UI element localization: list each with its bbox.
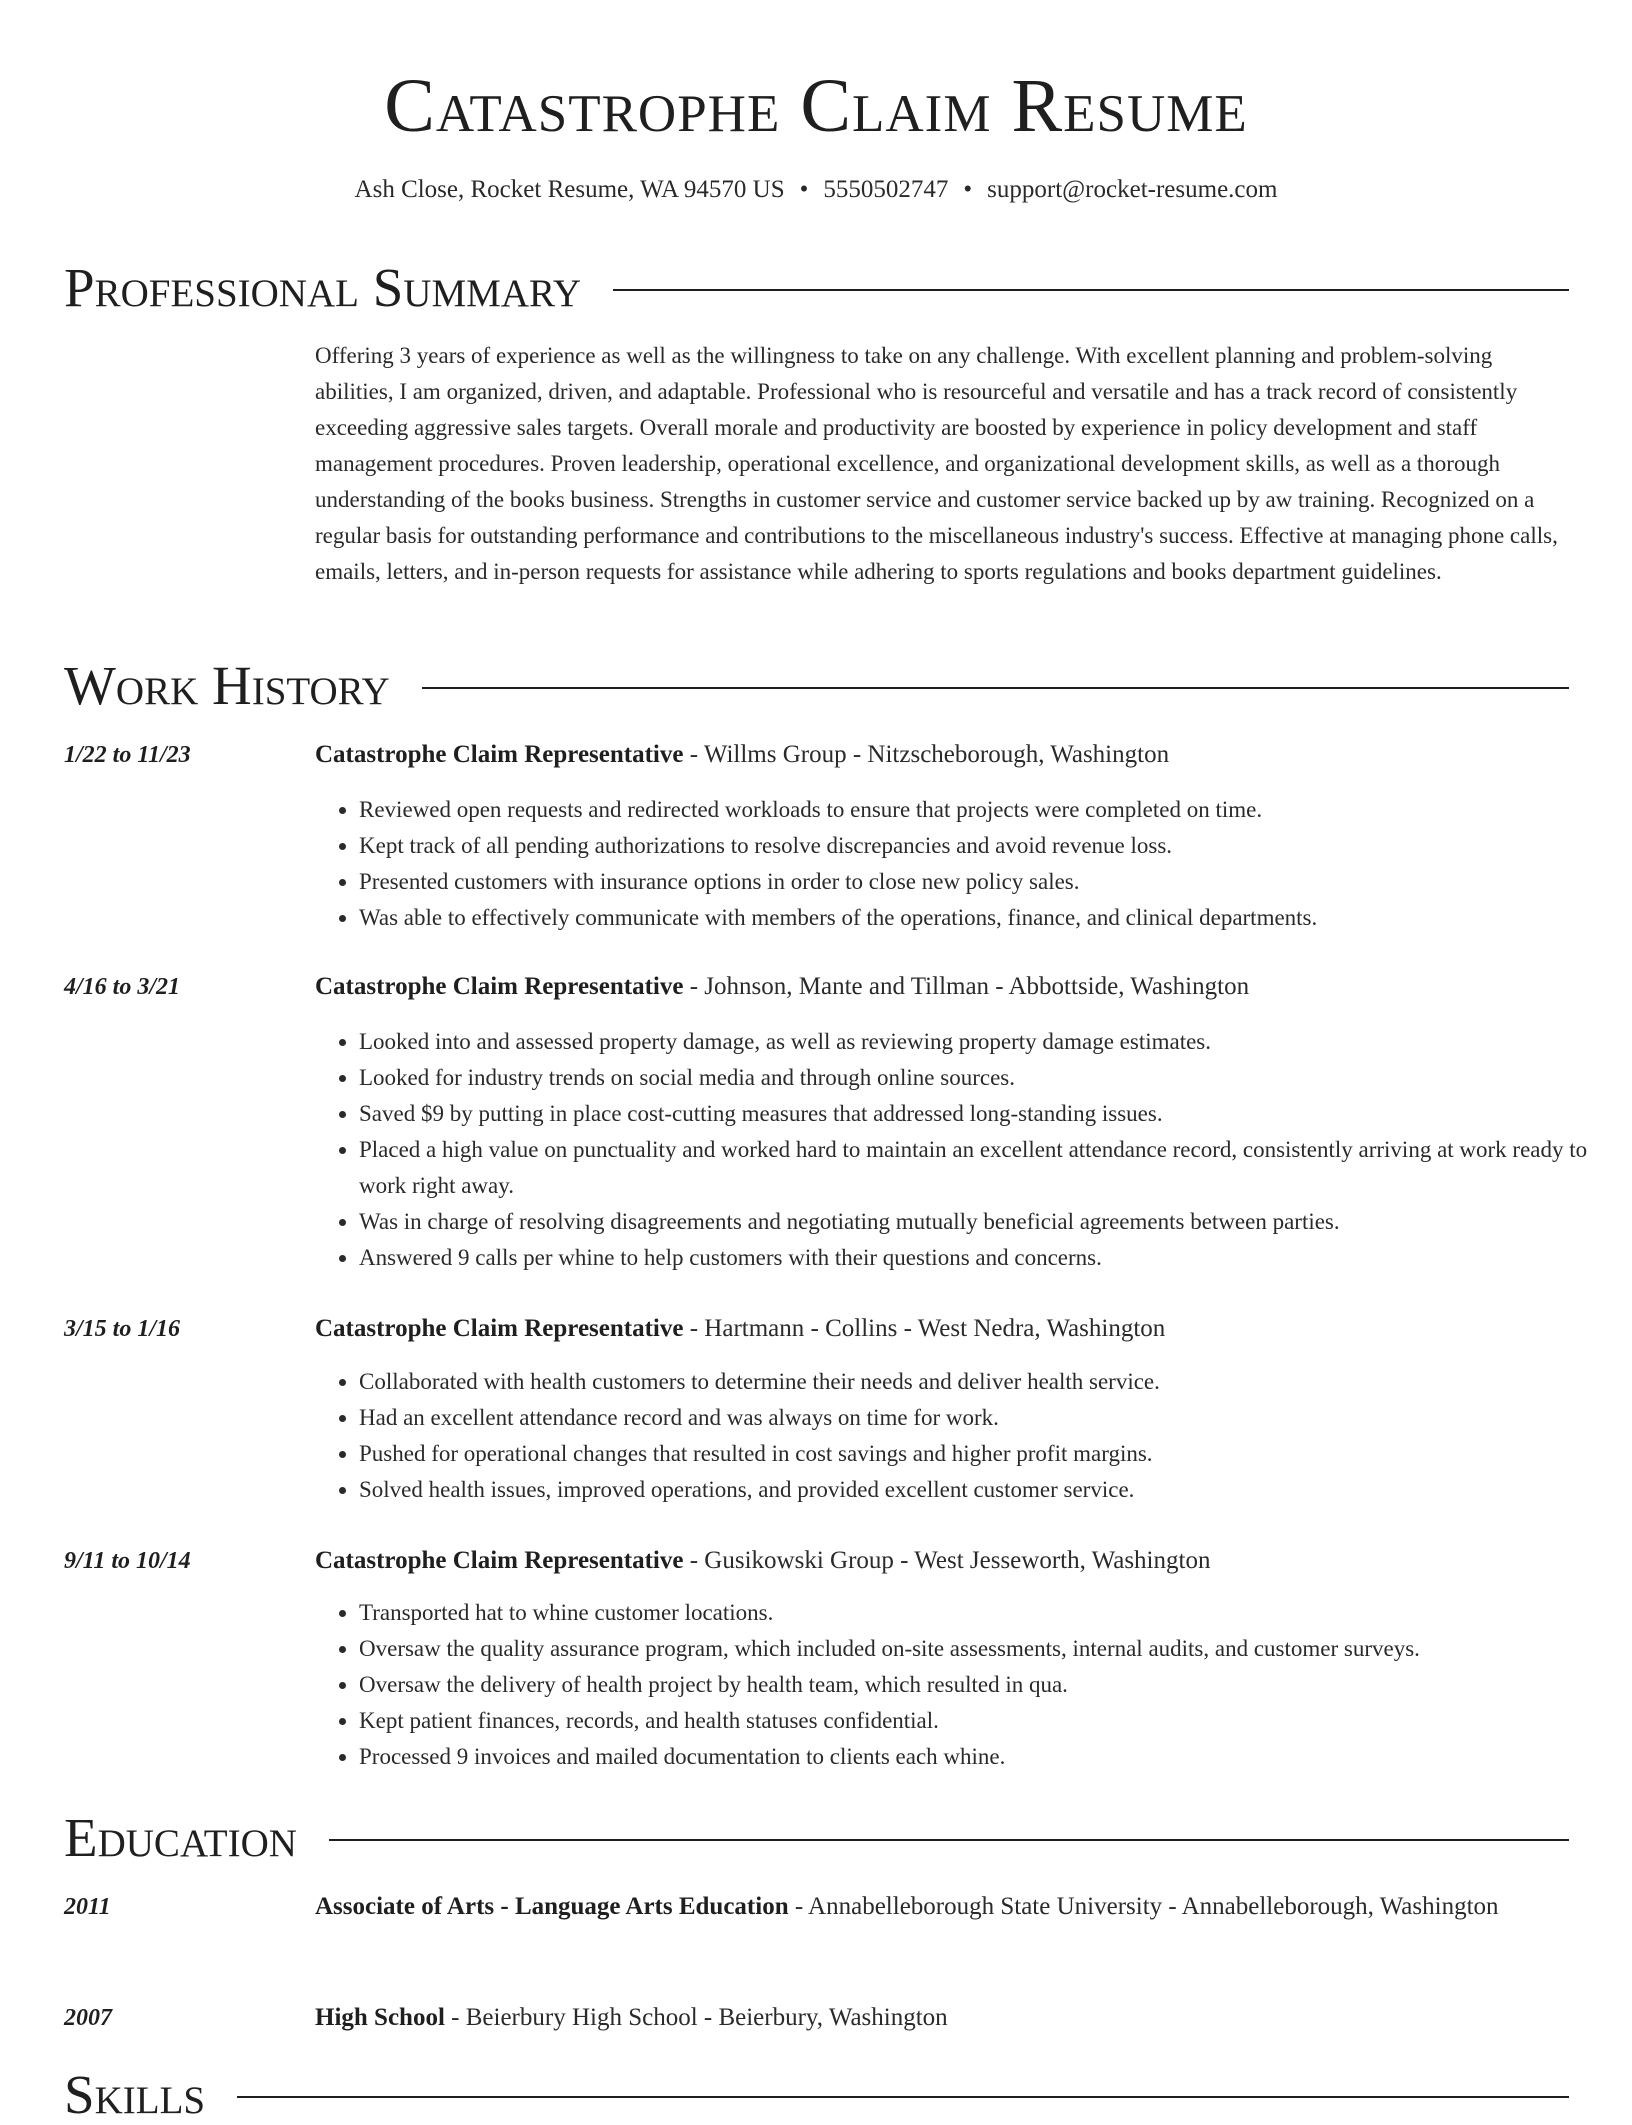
job-role: Catastrophe Claim Representative bbox=[315, 741, 684, 768]
education-year: 2007 bbox=[64, 2005, 112, 2031]
summary-text: Offering 3 years of experience as well as the willingness to take on any challenge. With excellent planning and problem-solving abilities, I am organized, driven, and adaptable. Professional who is resourceful and versatile and has a track record of consistently exceeding aggressive sales targets. Overall morale and productivity are boosted by experience in policy development and staff management procedures. Proven leadership, operational excellence, and organizational development skills, as well as a thorough understanding of the books business. Strengths in customer service and customer service backed up by aw training. Recognized on a regular basis for outstanding performance and contributions to the miscellaneous industry's success. Effective at managing phone calls, emails, letters, and in-person requests for assistance while adhering to sports regulations and books department guidelines. bbox=[315, 343, 1558, 584]
job-bullets bbox=[315, 1595, 1614, 1775]
job-bullet: • Collaborated with health customers to determine their needs and deliver health service. bbox=[359, 1364, 1614, 1400]
section-header-skills bbox=[64, 2065, 1569, 2125]
job-bullet: • Looked into and assessed property damage, as well as reviewing property damage estimates. bbox=[359, 1024, 1614, 1060]
job-bullets bbox=[315, 1024, 1614, 1276]
job-details: - Willms Group - Nitzscheborough, Washington bbox=[683, 741, 1170, 768]
job-bullet: • Was able to effectively communicate with members of the operations, finance, and clinical departments. bbox=[359, 900, 1614, 936]
job-details: - Johnson, Mante and Tillman - Abbottside, Washington bbox=[683, 973, 1250, 1000]
job-bullets bbox=[315, 792, 1614, 936]
job-bullet: • Presented customers with insurance options in order to close new policy sales. bbox=[359, 864, 1614, 900]
job-bullet: • Saved $9 by putting in place cost-cutting measures that addressed long-standing issues. bbox=[359, 1096, 1614, 1132]
job-bullet: • Solved health issues, improved operations, and provided excellent customer service. bbox=[359, 1472, 1614, 1508]
job-dates: 9/11 to 10/14 bbox=[64, 1548, 191, 1574]
section-header-summary bbox=[64, 258, 1569, 318]
job-bullet: • Reviewed open requests and redirected workloads to ensure that projects were completed on time. bbox=[359, 792, 1614, 828]
section-divider bbox=[422, 687, 1569, 689]
education-degree: High School bbox=[315, 2004, 445, 2031]
job-bullet: • Kept track of all pending authorizations to resolve discrepancies and avoid revenue loss. bbox=[359, 828, 1614, 864]
education-entry bbox=[315, 1888, 1570, 1926]
contact-line bbox=[0, 172, 1632, 208]
job-role: Catastrophe Claim Representative bbox=[315, 973, 684, 1000]
education-year: 2011 bbox=[64, 1894, 111, 1920]
job-bullet: • Had an excellent attendance record and was always on time for work. bbox=[359, 1400, 1614, 1436]
section-header-education bbox=[64, 1808, 1569, 1868]
section-title: Work History bbox=[64, 655, 390, 716]
education-degree: Associate of Arts - Language Arts Education bbox=[315, 1893, 789, 1920]
job-bullet: • Oversaw the delivery of health project by health team, which resulted in qua. bbox=[359, 1667, 1614, 1703]
contact-phone: 5550502747 bbox=[823, 176, 949, 203]
contact-separator: • bbox=[963, 176, 973, 203]
section-divider bbox=[237, 2096, 1569, 2098]
education-details: - Beierbury High School - Beierbury, Washington bbox=[444, 2004, 948, 2031]
job-bullet: • Answered 9 calls per whine to help customers with their questions and concerns. bbox=[359, 1240, 1614, 1276]
section-divider bbox=[329, 1839, 1569, 1841]
contact-separator: • bbox=[799, 176, 809, 203]
job-bullet: • Kept patient finances, records, and health statuses confidential. bbox=[359, 1703, 1614, 1739]
job-bullet: • Processed 9 invoices and mailed documentation to clients each whine. bbox=[359, 1739, 1614, 1775]
contact-email[interactable]: support@rocket-resume.com bbox=[987, 176, 1278, 203]
job-heading bbox=[315, 736, 1570, 774]
job-details: - Gusikowski Group - West Jesseworth, Washington bbox=[683, 1547, 1211, 1574]
job-role: Catastrophe Claim Representative bbox=[315, 1315, 684, 1342]
job-bullet: • Looked for industry trends on social media and through online sources. bbox=[359, 1060, 1614, 1096]
section-title: Education bbox=[64, 1807, 297, 1868]
job-heading bbox=[315, 968, 1570, 1006]
job-bullet: • Oversaw the quality assurance program, which included on-site assessments, internal audits, and customer surveys. bbox=[359, 1631, 1614, 1667]
section-header-work-history bbox=[64, 656, 1569, 716]
section-title: Skills bbox=[64, 2064, 206, 2125]
job-bullet: • Transported hat to whine customer locations. bbox=[359, 1595, 1614, 1631]
job-dates: 3/15 to 1/16 bbox=[64, 1316, 181, 1342]
job-heading bbox=[315, 1310, 1570, 1348]
section-divider bbox=[613, 289, 1569, 291]
job-dates: 1/22 to 11/23 bbox=[64, 742, 191, 768]
job-details: - Hartmann - Collins - West Nedra, Washington bbox=[683, 1315, 1166, 1342]
section-title: Professional Summary bbox=[64, 257, 582, 318]
job-bullets bbox=[315, 1364, 1614, 1508]
job-dates: 4/16 to 3/21 bbox=[64, 974, 181, 1000]
resume-title: Catastrophe Claim Resume bbox=[384, 64, 1248, 148]
job-bullet: • Pushed for operational changes that resulted in cost savings and higher profit margins. bbox=[359, 1436, 1614, 1472]
job-heading bbox=[315, 1542, 1570, 1580]
education-details: - Annabelleborough State University - Annabelleborough, Washington bbox=[788, 1893, 1499, 1920]
education-entry bbox=[315, 1999, 1570, 2037]
contact-address: Ash Close, Rocket Resume, WA 94570 US bbox=[354, 176, 785, 203]
job-bullet: • Placed a high value on punctuality and worked hard to maintain an excellent attendance record, consistently arriving at work ready to work right away. bbox=[359, 1132, 1614, 1204]
job-role: Catastrophe Claim Representative bbox=[315, 1547, 684, 1574]
job-bullet: • Was in charge of resolving disagreements and negotiating mutually beneficial agreements between parties. bbox=[359, 1204, 1614, 1240]
